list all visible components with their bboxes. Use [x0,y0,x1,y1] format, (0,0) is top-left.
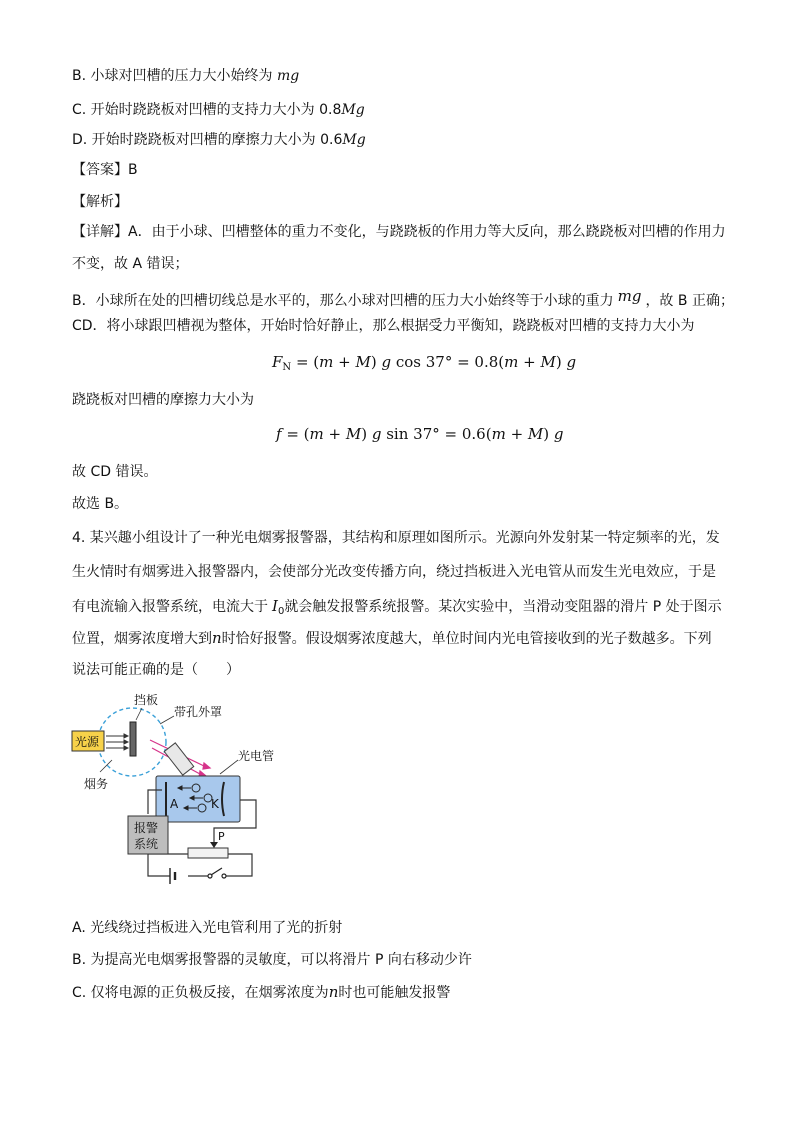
slider-label: P [218,830,225,843]
phototube-body [156,776,240,822]
detail-line-2: 不变，故 A 错误； [72,256,189,272]
option-d: D. 开始时跷跷板对凹槽的摩擦力大小为 0.6Mg [72,132,366,148]
detail-line-4: CD．将小球跟凹槽视为整体，开始时恰好静止，那么根据受力平衡知，跷跷板对凹槽的支持力大小为 [72,318,695,334]
switch [208,868,226,878]
light-rays [106,734,128,750]
smoke-alarm-diagram [70,690,310,904]
smoke-label: 烟务 [84,777,109,791]
option-c: C. 开始时跷跷板对凹槽的支持力大小为 0.8Mg [72,102,365,118]
question4-line-5: 说法可能正确的是（ ） [72,662,240,678]
equation-normal-force: $F_N = (m + M)$ g cos 37° = 0.8(m + M) g [272,353,577,373]
detail-line-5: 跷跷板对凹槽的摩擦力大小为 [72,392,254,408]
q4-option-c: C. 仅将电源的正负极反接，在烟雾浓度为n时也可能触发报警 [72,983,451,1001]
cathode-label: K [211,797,219,811]
baffle [130,722,136,756]
battery [170,868,175,884]
detail-line-6: 故 CD 错误。 [72,464,158,480]
question4-line-4: 位置，烟雾浓度增大到n时恰好报警。假设烟雾浓度越大，单位时间内光电管接收到的光子数越多。下列 [72,629,712,647]
q4-option-b: B. 为提高光电烟雾报警器的灵敏度，可以将滑片 P 向右移动少许 [72,952,472,968]
q4-option-a: A. 光线绕过挡板进入光电管利用了光的折射 [72,920,343,936]
cover-leader [160,716,174,724]
anode-label: A [170,797,179,811]
baffle-label: 挡板 [134,693,159,707]
rheostat [188,848,228,858]
phototube-label: 光电管 [238,749,275,763]
slider-arrow [210,842,218,848]
cover-label: 带孔外罩 [174,705,223,719]
detail-line-1: 【详解】A．由于小球、凹槽整体的重力不变化，与跷跷板的作用力等大反向，那么跷跷板对凹槽的作用力 [72,224,726,240]
option-b: B. 小球对凹槽的压力大小始终为 mg [72,68,300,84]
equation-friction-force: f = (m + M) g sin 37° = 0.6(m + M) g [276,425,564,443]
baffle-leader [136,708,142,720]
light-source-label: 光源 [75,735,100,749]
analysis-label: 【解析】 [72,194,128,210]
answer-label: 【答案】B [72,162,138,178]
question4-line-2: 生火情时有烟雾进入报警器内，会使部分光改变传播方向，绕过挡板进入光电管从而发生光电效应，于是 [72,564,716,580]
detail-line-3: B．小球所在处的凹槽切线总是水平的，那么小球对凹槽的压力大小始终等于小球的重力 mg ，故 B 正确； [72,287,734,309]
alarm-label-line1: 报警 [134,821,159,835]
detail-line-7: 故选 B。 [72,496,129,512]
phototube-leader [220,760,238,774]
question4-line-3: 有电流输入报警系统，电流大于 $I_0$就会触发报警系统报警。某次实验中，当滑动变阻器的滑片 P 处于图示 [72,597,722,617]
alarm-label-line2: 系统 [134,837,159,851]
smoke-leader [100,760,112,772]
question4-line-1: 4. 某兴趣小组设计了一种光电烟雾报警器，其结构和原理如图所示。光源向外发射某一特定频率的光，发 [72,530,720,546]
